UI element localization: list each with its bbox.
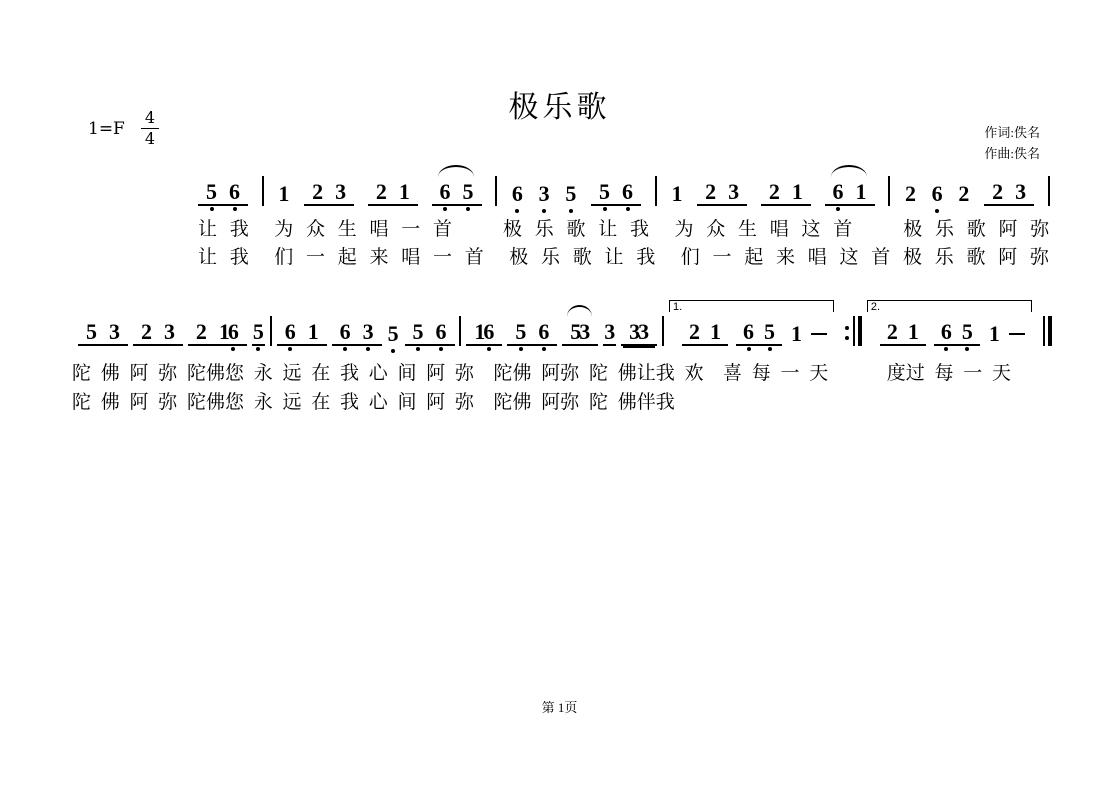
note: 3 [335, 179, 347, 204]
note: 2 [195, 319, 207, 344]
beam-group [507, 319, 557, 346]
note: 6 [931, 181, 944, 206]
beam-group [880, 319, 926, 346]
note: 5 [205, 179, 218, 204]
low-octave-dot [466, 207, 470, 211]
note: 1 [398, 179, 410, 204]
key-time-signature [88, 110, 159, 147]
note: 2 [958, 181, 970, 206]
low-octave-dot [233, 207, 237, 211]
beam-group [682, 319, 728, 346]
thick-barline [858, 316, 862, 346]
volta-label: 1. [673, 301, 683, 313]
beam-group [984, 179, 1034, 206]
low-octave-dot [603, 207, 607, 211]
note: 6 [228, 179, 241, 204]
note: 2 [140, 319, 152, 344]
note: 3 [538, 181, 551, 206]
note: 2 [375, 179, 387, 204]
repeat-dots [845, 319, 849, 346]
credits [984, 122, 1040, 164]
notation-line-2 [78, 301, 1052, 346]
beam-group [133, 319, 183, 346]
time-signature [141, 110, 159, 147]
low-octave-dot [366, 347, 370, 351]
note: 6 [339, 319, 352, 344]
note: 3 [1015, 179, 1027, 204]
note: 3 [728, 179, 740, 204]
low-octave-dot [443, 207, 447, 211]
beam-group [368, 179, 418, 206]
note: 5 [412, 319, 425, 344]
note: 6 [435, 319, 448, 344]
lyricist-credit: 作词:佚名 [984, 125, 1040, 140]
barline [495, 176, 497, 206]
low-octave-dot [519, 347, 523, 351]
note: 1 [218, 319, 230, 344]
note: 6 [227, 319, 240, 344]
volta-bracket-2 [867, 301, 1038, 346]
note: 2 [886, 319, 898, 344]
beam-group [761, 179, 811, 206]
barline [270, 316, 272, 346]
note: 2 [705, 179, 717, 204]
low-octave-dot [626, 207, 630, 211]
note: 2 [689, 319, 700, 344]
note: 3 [362, 319, 375, 344]
repeat-dot [845, 326, 849, 330]
note: 5 [598, 179, 611, 204]
volta-label: 2. [870, 301, 881, 313]
barline [262, 176, 264, 206]
lyrics-line-2-verse-2: 陀 佛 阿 弥 陀佛您 永 远 在 我 心 间 阿 弥 陀佛 阿弥 陀 佛伴我 [72, 392, 675, 413]
beam-group [332, 319, 382, 346]
beam-group [934, 319, 980, 346]
note: 6 [621, 179, 634, 204]
note: 5 [514, 319, 527, 344]
note: 3 [163, 319, 175, 344]
low-octave-dot [935, 209, 939, 213]
note: 1 [907, 319, 919, 344]
composer-credit: 作曲:佚名 [984, 146, 1040, 161]
low-octave-dot [256, 347, 260, 351]
barline [662, 316, 664, 346]
thin-barline [853, 316, 855, 346]
note: 5 [387, 321, 400, 346]
note: 1 [855, 179, 867, 204]
slur-group [562, 319, 598, 346]
dash-note [811, 333, 827, 335]
low-octave-dot [542, 209, 546, 213]
note: 1 [474, 319, 486, 344]
time-signature-denominator: 4 [141, 128, 159, 147]
thick-barline [1048, 316, 1052, 346]
beam-group [466, 319, 502, 346]
low-octave-dot [747, 347, 751, 351]
lyrics-line-1-verse-1: 让 我 为 众 生 唱 一 首 极 乐 歌 让 我 为 众 生 唱 这 首 极 乐 歌 阿 弥 [198, 219, 1050, 240]
note: 5 [86, 319, 97, 344]
note: 1 [278, 181, 290, 206]
low-octave-dot [343, 347, 347, 351]
note: 1 [307, 319, 319, 344]
beam-group [697, 179, 747, 206]
repeat-dot [845, 336, 849, 340]
low-octave-dot [391, 349, 395, 353]
low-octave-dot [416, 347, 420, 351]
note: 2 [992, 179, 1004, 204]
beam-group [621, 319, 657, 346]
final-barline [1043, 316, 1052, 346]
low-octave-dot [542, 347, 546, 351]
beam-group [304, 179, 354, 206]
song-title: 极乐歌 [508, 91, 611, 124]
low-octave-dot [965, 347, 969, 351]
note: 6 [940, 319, 953, 344]
barline [1048, 176, 1050, 206]
beam-group [591, 179, 641, 206]
slur-group [432, 179, 482, 206]
repeat-end-barline [845, 316, 862, 346]
note: 1 [671, 181, 683, 206]
beam-group [736, 319, 782, 346]
beam-group [78, 319, 128, 346]
low-octave-dot [944, 347, 948, 351]
note: 6 [742, 319, 755, 344]
note: 3 [604, 319, 616, 344]
note: 3 [579, 319, 591, 344]
note: 5 [564, 181, 577, 206]
low-octave-dot [569, 209, 573, 213]
barline [655, 176, 657, 206]
key-signature: 1=F [88, 118, 125, 139]
time-signature-numerator: 4 [144, 108, 156, 127]
barline [459, 316, 461, 346]
dash-note [1009, 333, 1025, 335]
low-octave-dot [231, 347, 235, 351]
thin-barline [1043, 316, 1045, 346]
low-octave-dot [515, 209, 519, 213]
note: 1 [710, 319, 721, 344]
page-number: 第 1页 [541, 700, 578, 715]
low-octave-dot [439, 347, 443, 351]
notation-line-1 [198, 176, 1050, 206]
note: 2 [768, 179, 780, 204]
note: 6 [537, 319, 550, 344]
low-octave-dot [288, 347, 292, 351]
note: 3 [109, 319, 120, 344]
note: 2 [312, 179, 324, 204]
low-octave-dot [768, 347, 772, 351]
low-octave-dot [836, 207, 840, 211]
note: 5 [570, 319, 582, 344]
note: 1 [791, 179, 803, 204]
note: 6 [284, 319, 297, 344]
beam-group [198, 179, 248, 206]
beam-group [277, 319, 327, 346]
note: 1 [988, 321, 1000, 346]
note: 6 [832, 179, 845, 204]
low-octave-dot [210, 207, 214, 211]
low-octave-dot [487, 347, 491, 351]
beam-group [405, 319, 455, 346]
note: 3 [629, 319, 641, 344]
note: 3 [638, 319, 650, 344]
note: 6 [439, 179, 452, 204]
lyrics-line-1-verse-2: 让 我 们 一 起 来 唱 一 首 极 乐 歌 让 我 们 一 起 来 唱 这 首 极 乐 歌 阿 弥 [198, 247, 1050, 268]
note: 5 [462, 179, 475, 204]
note: 5 [763, 319, 776, 344]
slur-group [825, 179, 875, 206]
note: 6 [482, 319, 495, 344]
note: 6 [511, 181, 524, 206]
note: 5 [252, 319, 265, 346]
note: 2 [904, 181, 916, 206]
lyrics-line-2-verse-1: 陀 佛 阿 弥 陀佛您 永 远 在 我 心 间 阿 弥 陀佛 阿弥 陀 佛让我 欢 喜 每 一 天 度过 每 一 天 [72, 363, 1012, 384]
volta-bracket-1 [669, 301, 840, 346]
barline [888, 176, 890, 206]
note: 1 [791, 321, 802, 346]
beam-group [188, 319, 247, 346]
note: 5 [961, 319, 974, 344]
